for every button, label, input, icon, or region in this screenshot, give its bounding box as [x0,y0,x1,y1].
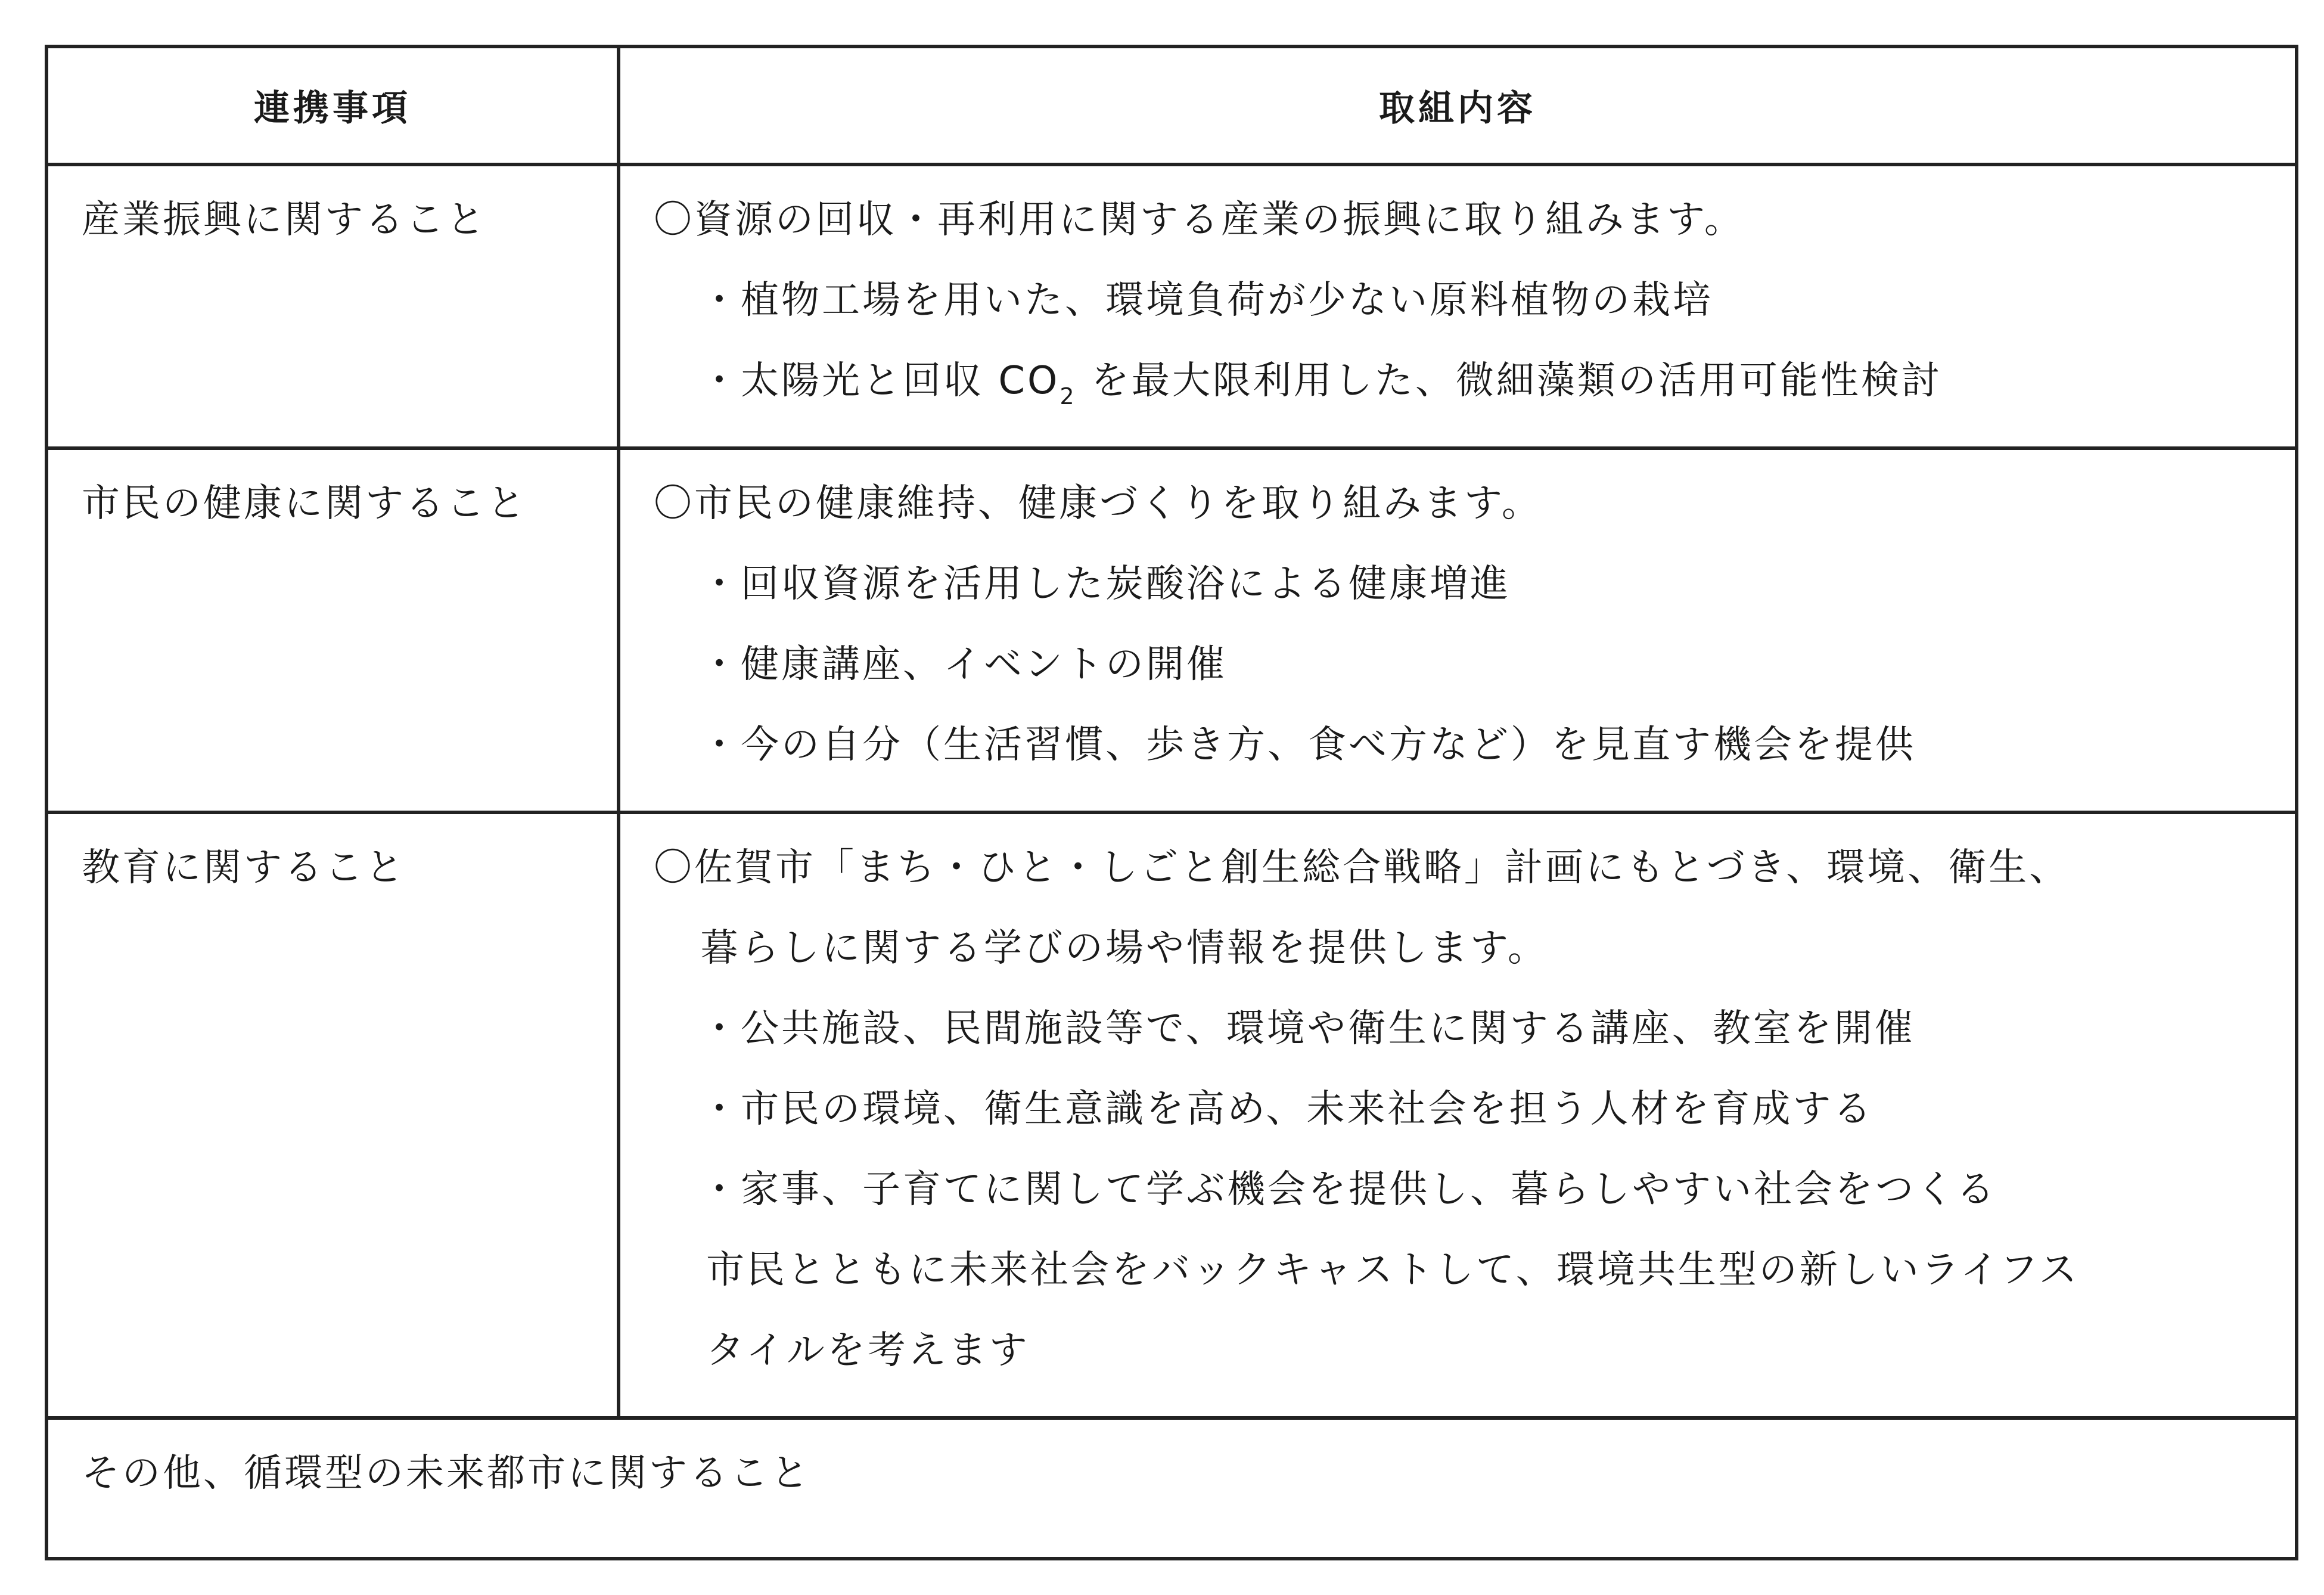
footer-cell [46,1418,2297,1559]
content-block [620,166,2295,437]
category-cell [46,448,619,812]
table-row-education [46,812,2297,1418]
content-cell [619,165,2297,448]
co2-text-post: を最大限利用した、微細藻類の活用可能性検討 [1076,359,1942,403]
bullet-item: ・回収資源を活用した炭酸浴による健康増進 [700,562,1511,606]
category-label: 市民の健康に関すること [82,482,527,526]
table-row-other [46,1418,2297,1559]
co2-text-pre: ・太陽光と回収 CO [700,359,1060,403]
bullet-item: ・植物工場を用いた、環境負荷が少ない原料植物の栽培 [700,278,1713,322]
free-text-line: タイルを考えます [706,1329,1030,1373]
table-row-health [46,448,2297,812]
content-heading: 〇佐賀市「まち・ひと・しごと創生総合戦略」計画にもとづき、環境、衛生、 [654,846,2070,890]
content-block [620,450,2295,802]
content-cell [619,448,2297,812]
content-block [620,814,2295,1407]
category-cell [46,165,619,448]
bullet-item: ・健康講座、イベントの開催 [700,643,1227,687]
content-heading: 〇資源の回収・再利用に関する産業の振興に取り組みます。 [654,198,1745,242]
category-label: 教育に関すること [82,846,406,890]
footer-text: その他、循環型の未来都市に関すること [82,1451,811,1495]
co2-subscript: 2 [1060,383,1077,409]
category-cell [46,812,619,1418]
bullet-item: ・公共施設、民間施設等で、環境や衛生に関する講座、教室を開催 [700,1007,1915,1051]
bullet-item: ・家事、子育てに関して学ぶ機会を提供し、暮らしやすい社会をつくる [700,1168,1997,1212]
bullet-item: ・今の自分（生活習慣、歩き方、食べ方など）を見直す機会を提供 [700,723,1916,767]
content-cell [619,812,2297,1418]
cooperation-table [45,45,2298,1560]
category-label: 産業振興に関すること [82,198,487,242]
bullet-item-co2 [654,357,2283,437]
table-row-industry [46,165,2297,448]
free-text-line: 市民とともに未来社会をバックキャストして、環境共生型の新しいライフス [706,1248,2080,1292]
header-content: 取組内容 [619,46,2297,165]
header-category: 連携事項 [46,46,619,165]
table-header-row [46,46,2297,165]
content-heading-continued: 暮らしに関する学びの場や情報を提供します。 [700,926,1548,970]
bullet-item: ・市民の環境、衛生意識を高め、未来社会を担う人材を育成する [700,1087,1874,1131]
cooperation-table-container [45,45,2295,1560]
content-heading: 〇市民の健康維持、健康づくりを取り組みます。 [654,482,1542,526]
